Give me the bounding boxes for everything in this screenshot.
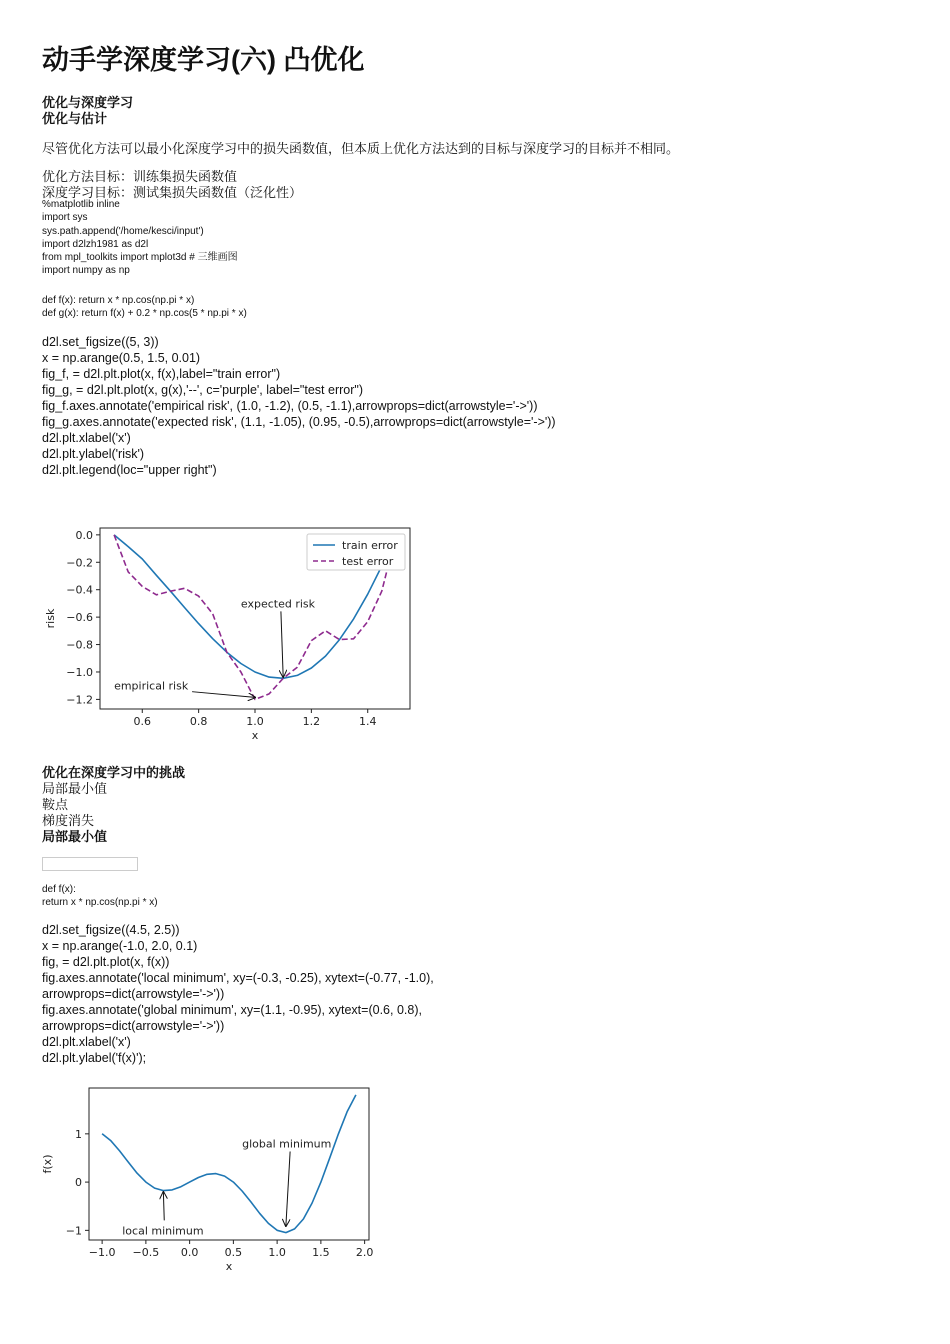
code-imports — [42, 198, 238, 278]
code-line: d2l.plt.xlabel('x') — [42, 431, 131, 445]
code-plot-minimum — [42, 922, 434, 1066]
x-tick-label: 1.4 — [358, 715, 377, 728]
code-line: arrowprops=dict(arrowstyle='->')) — [42, 1019, 225, 1033]
code-line: fig.axes.annotate('global minimum', xy=(1.1, -0.95), xytext=(0.6, 0.8), — [42, 1003, 422, 1017]
code-line: d2l.plt.ylabel('f(x)'); — [42, 1051, 147, 1065]
code-functions — [42, 294, 247, 321]
annotation-arrow — [286, 1151, 290, 1225]
x-tick-label: 0.0 — [180, 1246, 199, 1259]
y-tick-label: 0.0 — [75, 528, 93, 542]
annotation-label: empirical risk — [114, 679, 189, 693]
annotation-arrow — [192, 692, 255, 698]
challenge-vanishing-gradient: 梯度消失 — [42, 813, 95, 828]
code-line: d2l.set_figsize((4.5, 2.5)) — [42, 923, 180, 937]
y-tick-label: 0 — [75, 1176, 82, 1190]
legend-entry: train error — [342, 539, 398, 552]
code-line: fig_f.axes.annotate('empirical risk', (1.0, -1.2), (0.5, -1.1),arrowprops=dict(arrowstyle='->')) — [42, 399, 538, 413]
y-tick-label: −1.0 — [66, 665, 93, 679]
y-tick-label: −1 — [65, 1224, 82, 1238]
series-line-0 — [102, 1095, 356, 1233]
challenge-saddle-point: 鞍点 — [42, 797, 69, 812]
y-tick-label: −0.6 — [66, 611, 93, 625]
code-line: d2l.set_figsize((5, 3)) — [42, 335, 159, 349]
annotation-label: expected risk — [240, 597, 316, 611]
heading-local-minimum: 局部最小值 — [42, 829, 108, 844]
y-tick-label: −0.8 — [66, 638, 93, 652]
code-line: def f(x): — [42, 884, 76, 895]
y-axis-label: f(x) — [41, 1154, 54, 1174]
x-tick-label: 0.6 — [133, 715, 152, 728]
code-line: import sys — [42, 212, 88, 224]
goal-optimization: 优化方法目标：训练集损失函数值 — [42, 169, 238, 184]
challenge-local-minimum: 局部最小值 — [42, 781, 108, 796]
legend-entry: test error — [342, 555, 394, 568]
x-tick-label: −0.5 — [132, 1246, 160, 1259]
code-line: fig_f, = d2l.plt.plot(x, f(x),label="train error") — [42, 367, 281, 381]
x-tick-label: 0.5 — [224, 1246, 243, 1259]
goal-deep-learning: 深度学习目标：测试集损失函数值（泛化性） — [42, 185, 303, 200]
code-line: %matplotlib inline — [42, 199, 120, 210]
code-line: d2l.plt.xlabel('x') — [42, 1035, 131, 1049]
code-line: def f(x): return x * np.cos(np.pi * x) — [42, 295, 195, 306]
code-line: arrowprops=dict(arrowstyle='->')) — [42, 987, 225, 1001]
heading-opt-dl: 优化与深度学习 — [42, 95, 134, 110]
x-tick-label: −1.0 — [88, 1246, 116, 1259]
code-plot-risk — [42, 334, 556, 478]
code-line: def g(x): return f(x) + 0.2 * np.cos(5 * np.pi * x) — [42, 308, 247, 320]
annotation-arrow — [163, 1192, 164, 1220]
annotation-label: local minimum — [122, 1224, 204, 1238]
x-tick-label: 1.2 — [302, 715, 321, 728]
annotation-arrow — [281, 611, 283, 676]
y-tick-label: −0.4 — [66, 583, 93, 597]
code-line: from mpl_toolkits import mplot3d # 三维画图 — [42, 252, 238, 264]
code-line: x = np.arange(0.5, 1.5, 0.01) — [42, 351, 201, 365]
x-tick-label: 0.8 — [189, 715, 208, 728]
x-axis-label: x — [251, 729, 259, 742]
y-axis-label: risk — [44, 608, 57, 629]
heading-opt-est: 优化与估计 — [42, 111, 108, 126]
code-line: fig.axes.annotate('local minimum', xy=(-0.3, -0.25), xytext=(-0.77, -1.0), — [42, 971, 434, 985]
annotation-label: global minimum — [242, 1137, 332, 1151]
code-line: d2l.plt.ylabel('risk') — [42, 447, 145, 461]
code-def-f — [42, 883, 158, 910]
y-tick-label: 1 — [75, 1127, 82, 1141]
x-tick-label: 1.0 — [246, 715, 264, 728]
code-line: fig_g.axes.annotate('expected risk', (1.1, -1.05), (0.95, -0.5),arrowprops=dict(arrowstyle='->')) — [42, 415, 556, 429]
risk-chart — [40, 515, 420, 750]
code-line: fig, = d2l.plt.plot(x, f(x)) — [42, 955, 170, 969]
y-tick-label: −1.2 — [66, 693, 93, 707]
y-tick-label: −0.2 — [66, 556, 93, 570]
broken-image-placeholder — [42, 857, 138, 871]
heading-challenges: 优化在深度学习中的挑战 — [42, 765, 186, 780]
code-line: fig_g, = d2l.plt.plot(x, g(x),'--', c='purple', label="test error") — [42, 383, 363, 397]
minimum-chart — [40, 1078, 380, 1278]
code-line: import numpy as np — [42, 265, 130, 277]
code-line: import d2lzh1981 as d2l — [42, 238, 149, 250]
x-tick-label: 2.0 — [355, 1246, 374, 1259]
page-title: 动手学深度学习(六) 凸优化 — [42, 45, 365, 75]
code-line: sys.path.append('/home/kesci/input') — [42, 225, 204, 237]
x-axis-label: x — [225, 1260, 233, 1273]
code-line: return x * np.cos(np.pi * x) — [42, 897, 158, 909]
code-line: x = np.arange(-1.0, 2.0, 0.1) — [42, 939, 198, 953]
code-line: d2l.plt.legend(loc="upper right") — [42, 463, 217, 477]
x-tick-label: 1.0 — [268, 1246, 286, 1259]
x-tick-label: 1.5 — [312, 1246, 330, 1259]
intro-paragraph: 尽管优化方法可以最小化深度学习中的损失函数值，但本质上优化方法达到的目标与深度学习的目标并不相同。 — [42, 141, 680, 156]
